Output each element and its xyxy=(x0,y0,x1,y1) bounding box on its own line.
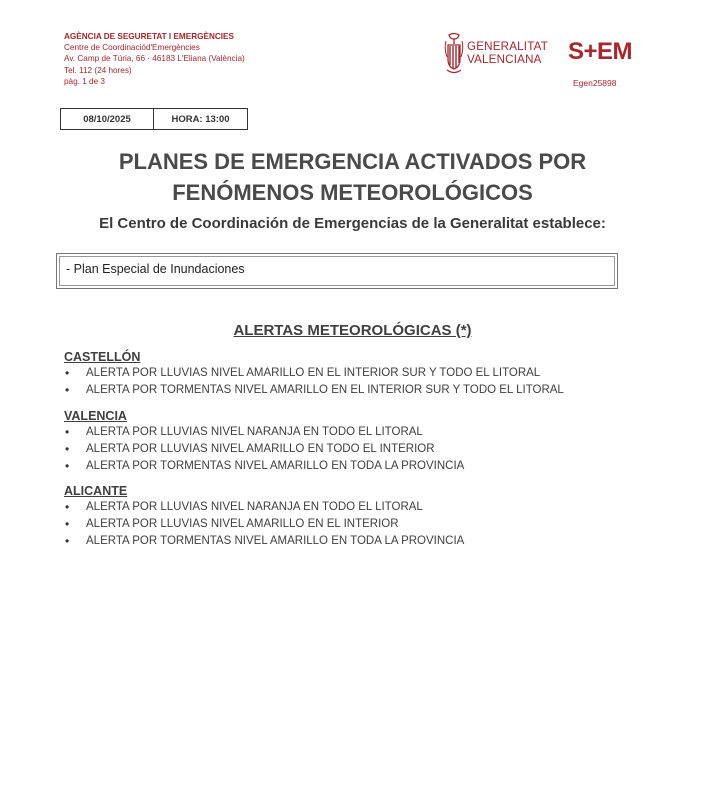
plan-text: - Plan Especial de Inundaciones xyxy=(66,262,245,276)
page-number: pàg. 1 de 3 xyxy=(64,76,105,86)
alert-item: • ALERTA POR LLUVIAS NIVEL NARANJA EN TODO EL LITORAL xyxy=(64,499,464,516)
alert-item: • ALERTA POR TORMENTAS NIVEL AMARILLO EN TODA LA PROVINCIA xyxy=(64,458,464,475)
date-value: 08/10/2025 xyxy=(61,109,154,129)
title-line-2: FENÓMENOS METEOROLÓGICOS xyxy=(172,180,533,205)
document-code: Egen25898 xyxy=(573,78,617,88)
alert-item: • ALERTA POR LLUVIAS NIVEL AMARILLO EN EL INTERIOR SUR Y TODO EL LITORAL xyxy=(64,365,564,382)
agency-address: Av. Camp de Túria, 66 · 46183 L'Eliana (València) xyxy=(64,54,245,64)
title-line-1: PLANES DE EMERGENCIA ACTIVADOS POR xyxy=(118,149,587,174)
agency-phone: Tel. 112 (24 hores) xyxy=(64,65,132,75)
province-alicante xyxy=(64,483,464,549)
gv-line1: GENERALITAT xyxy=(467,40,549,53)
coat-of-arms-icon xyxy=(444,32,464,76)
plan-box xyxy=(56,253,618,289)
subtitle: El Centro de Coordinación de Emergencias de la Generalitat establece: xyxy=(99,215,606,232)
time-value: HORA: 13:00 xyxy=(171,113,230,125)
alert-item: • ALERTA POR TORMENTAS NIVEL AMARILLO EN EL INTERIOR SUR Y TODO EL LITORAL xyxy=(64,382,564,399)
page-title xyxy=(0,146,705,208)
alert-item: • ALERTA POR LLUVIAS NIVEL AMARILLO EN EL INTERIOR xyxy=(64,516,464,533)
alert-list xyxy=(64,499,464,549)
province-valencia xyxy=(64,408,464,474)
province-name: VALENCIA xyxy=(64,409,127,423)
gv-line2: VALENCIANA xyxy=(467,53,542,66)
alert-list xyxy=(64,424,464,474)
agency-name: AGÈNCIA DE SEGURETAT I EMERGÈNCIES xyxy=(64,32,234,41)
generalitat-wordmark xyxy=(467,40,548,66)
alert-list xyxy=(64,365,564,399)
date-time-box xyxy=(60,108,248,130)
alerts-heading: ALERTAS METEOROLÓGICAS (*) xyxy=(233,322,472,339)
province-name: CASTELLÓN xyxy=(64,350,141,364)
sem-logo: S+EM xyxy=(568,38,633,65)
agency-header xyxy=(64,31,245,87)
alert-item: • ALERTA POR TORMENTAS NIVEL AMARILLO EN TODA LA PROVINCIA xyxy=(64,533,464,550)
alert-item: • ALERTA POR LLUVIAS NIVEL AMARILLO EN TODO EL INTERIOR xyxy=(64,441,464,458)
generalitat-logo xyxy=(444,32,552,76)
province-name: ALICANTE xyxy=(64,484,128,498)
alert-item: • ALERTA POR LLUVIAS NIVEL NARANJA EN TODO EL LITORAL xyxy=(64,424,464,441)
province-castellon xyxy=(64,349,564,399)
agency-center: Centre de Coordinaciód'Emergències xyxy=(64,43,200,53)
